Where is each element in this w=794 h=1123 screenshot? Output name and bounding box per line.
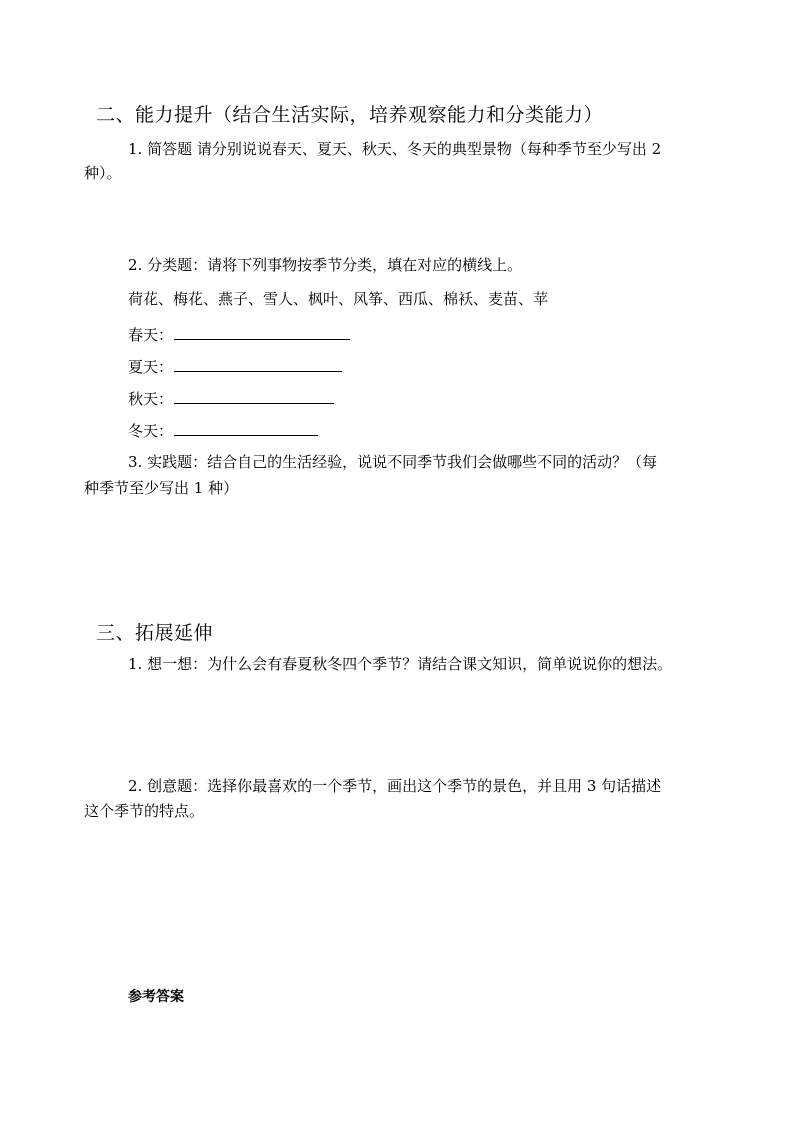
blank-label-summer: 夏天： — [128, 358, 174, 376]
answer-line-autumn[interactable] — [174, 389, 334, 404]
section2-q3-line2: 种季节至少写出 1 种） — [84, 479, 239, 497]
section3-heading: 三、拓展延伸 — [96, 622, 214, 644]
section2-q2-items: 荷花、梅花、燕子、雪人、枫叶、风筝、西瓜、棉袄、麦苗、苹 — [128, 290, 549, 308]
section2-q2-line1: 2. 分类题：请将下列事物按季节分类，填在对应的横线上。 — [128, 256, 523, 274]
blank-label-winter: 冬天： — [128, 422, 174, 440]
section3-q2-line1: 2. 创意题：选择你最喜欢的一个季节，画出这个季节的景色，并且用 3 句话描述 — [128, 777, 662, 795]
answer-line-summer[interactable] — [174, 357, 342, 372]
answer-line-winter[interactable] — [174, 421, 318, 436]
blank-row-spring — [128, 325, 350, 343]
section2-heading: 二、能力提升（结合生活实际，培养观察能力和分类能力） — [96, 104, 604, 126]
blank-label-autumn: 秋天： — [128, 390, 174, 408]
blank-label-spring: 春天： — [128, 326, 174, 344]
section3-q2-line2: 这个季节的特点。 — [84, 802, 205, 820]
answers-title: 参考答案 — [128, 989, 184, 1005]
blank-row-winter — [128, 421, 318, 439]
blank-row-autumn — [128, 389, 334, 407]
section3-q1: 1. 想一想：为什么会有春夏秋冬四个季节？请结合课文知识，简单说说你的想法。 — [128, 655, 673, 673]
blank-row-summer — [128, 357, 342, 375]
section2-q3-line1: 3. 实践题：结合自己的生活经验，说说不同季节我们会做哪些不同的活动？（每 — [128, 453, 658, 471]
section2-q1-line1: 1. 简答题 请分别说说春天、夏天、秋天、冬天的典型景物（每种季节至少写出 2 — [128, 140, 662, 158]
section2-q1-line2: 种）。 — [84, 164, 122, 182]
answer-line-spring[interactable] — [174, 325, 350, 340]
